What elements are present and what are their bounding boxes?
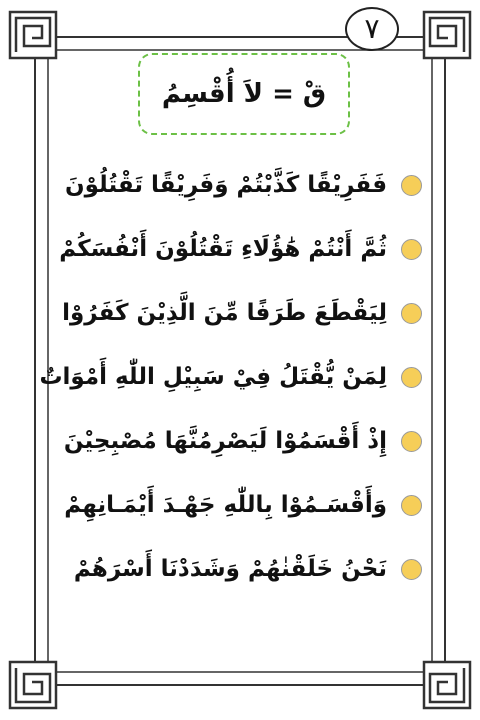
verse-text: لِمَنْ يُّقْتَلُ فِيْ سَبِيْلِ اللّٰهِ أَمْوَاتٌ (39, 364, 387, 390)
verse-text: فَفَرِيْقًا كَذَّبْتُمْ وَفَرِيْقًا تَقْتُلُوْنَ (65, 172, 387, 198)
corner-ornament-icon (424, 662, 470, 708)
verse-text: ثُمَّ أَنْتُمْ هَٰؤُلَاءِ تَقْتُلُوْنَ أَنْفُسَكُمْ (59, 236, 387, 262)
bullet-icon (401, 559, 422, 580)
verse-text: وَأَقْسَـمُوْا بِاللّٰهِ جَهْـدَ أَيْمَـانِهِمْ (64, 492, 387, 518)
verse-line (60, 286, 420, 340)
verse-line (60, 542, 420, 596)
page-number-badge (345, 7, 399, 51)
bullet-icon (401, 367, 422, 388)
corner-ornament-icon (424, 12, 470, 58)
corner-ornament-icon (10, 662, 56, 708)
title-box (138, 53, 350, 135)
verse-line (60, 158, 420, 212)
bullet-icon (401, 431, 422, 452)
verse-text: إِذْ أَقْسَمُوْا لَيَصْرِمُنَّهَا مُصْبِحِيْنَ (63, 428, 387, 454)
page-number: ٧ (364, 12, 380, 45)
bullet-icon (401, 303, 422, 324)
page-title: قْ = لاَ أُقْسِمُ (161, 79, 327, 109)
verse-line (60, 414, 420, 468)
corner-ornament-icon (10, 12, 56, 58)
bullet-icon (401, 239, 422, 260)
verse-line (39, 350, 420, 404)
verse-line (60, 478, 420, 532)
bullet-icon (401, 175, 422, 196)
verse-line (60, 222, 420, 276)
verse-text: لِيَقْطَعَ طَرَفًا مِّنَ الَّذِيْنَ كَفَرُوْا (62, 300, 387, 326)
verse-text: نَحْنُ خَلَقْنٰهُمْ وَشَدَدْنَا أَسْرَهُمْ (73, 556, 387, 582)
bullet-icon (401, 495, 422, 516)
